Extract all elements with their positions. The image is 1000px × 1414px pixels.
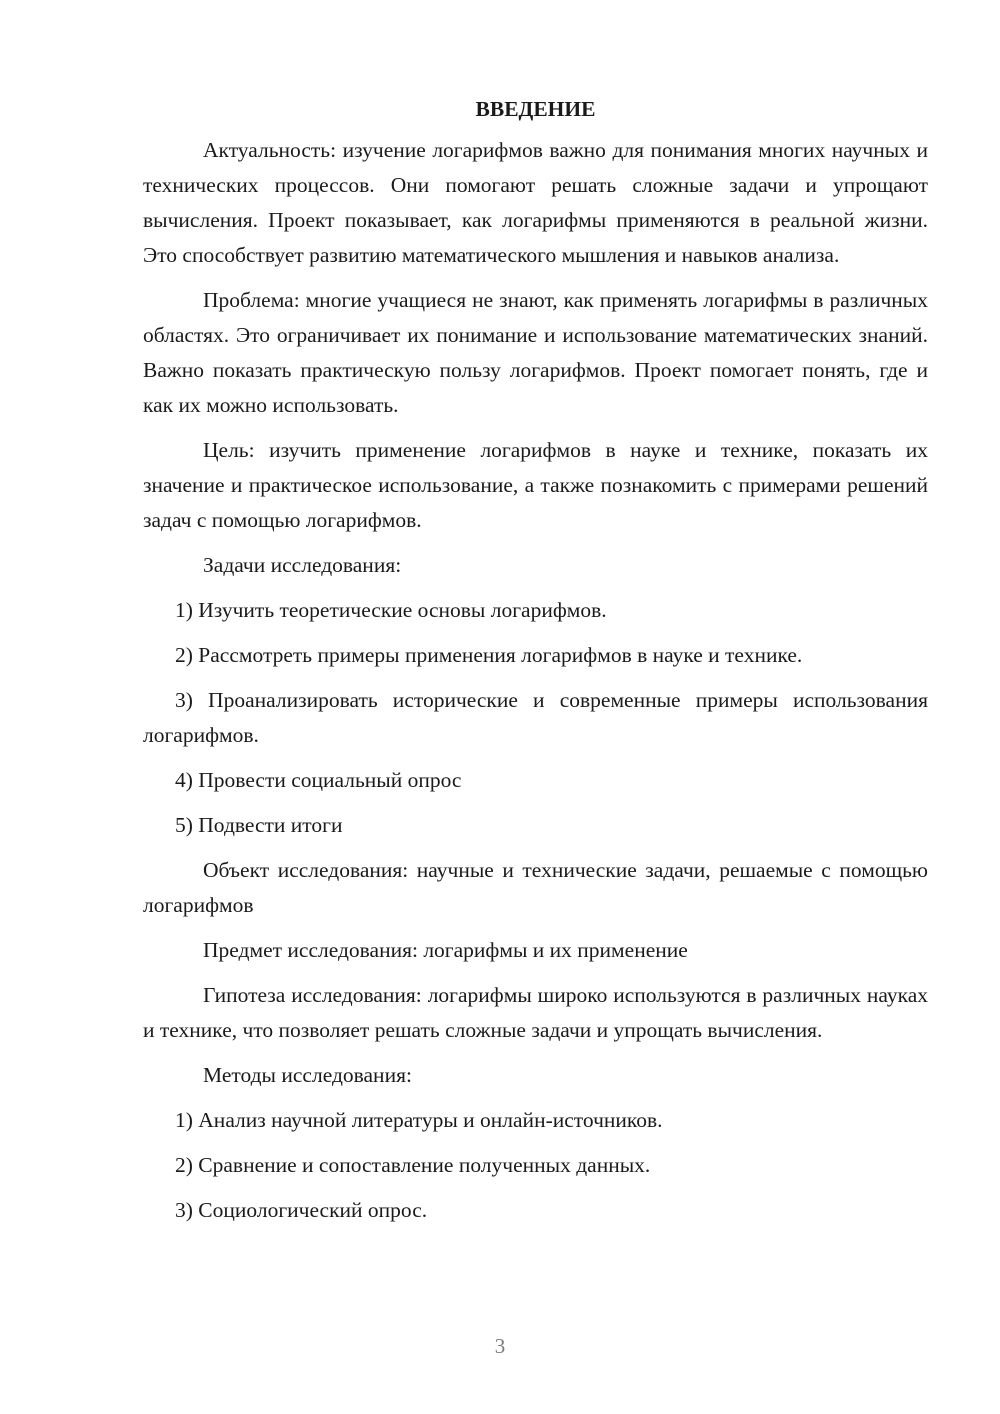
subject-paragraph: Предмет исследования: логарифмы и их применение xyxy=(203,938,688,962)
document-page xyxy=(143,92,928,1238)
task-item-2: 2) Рассмотреть примеры применения логарифмов в науке и технике. xyxy=(175,643,803,667)
task-item-3: 3) Проанализировать исторические и современные примеры использования логарифмов. xyxy=(143,688,928,747)
method-item-2: 2) Сравнение и сопоставление полученных данных. xyxy=(175,1153,651,1177)
task-item-4: 4) Провести социальный опрос xyxy=(175,768,462,792)
tasks-heading: Задачи исследования: xyxy=(203,553,402,577)
problem-paragraph: Проблема: многие учащиеся не знают, как применять логарифмы в различных областях. Это ограничивает их понимание и использование математических знаний. Важно показать практическую пользу логарифмов. Проект помогает понять, где и как их можно использовать. xyxy=(143,288,928,417)
methods-heading: Методы исследования: xyxy=(203,1063,412,1087)
object-paragraph: Объект исследования: научные и технические задачи, решаемые с помощью логарифмов xyxy=(143,858,928,917)
hypothesis-paragraph: Гипотеза исследования: логарифмы широко используются в различных науках и технике, что позволяет решать сложные задачи и упрощать вычисления. xyxy=(143,983,928,1042)
goal-paragraph: Цель: изучить применение логарифмов в науке и технике, показать их значение и практическое использование, а также познакомить с примерами решений задач с помощью логарифмов. xyxy=(143,438,928,532)
method-item-1: 1) Анализ научной литературы и онлайн-источников. xyxy=(175,1108,663,1132)
page-number: 3 xyxy=(494,1334,506,1358)
section-title: ВВЕДЕНИЕ xyxy=(475,97,596,121)
task-item-5: 5) Подвести итоги xyxy=(175,813,343,837)
task-item-1: 1) Изучить теоретические основы логарифмов. xyxy=(175,598,607,622)
method-item-3: 3) Социологический опрос. xyxy=(175,1198,428,1222)
relevance-paragraph: Актуальность: изучение логарифмов важно для понимания многих научных и технических процессов. Они помогают решать сложные задачи и упрощают вычисления. Проект показывает, как логарифмы применяются в реальной жизни. Это способствует развитию математического мышления и навыков анализа. xyxy=(143,138,928,267)
